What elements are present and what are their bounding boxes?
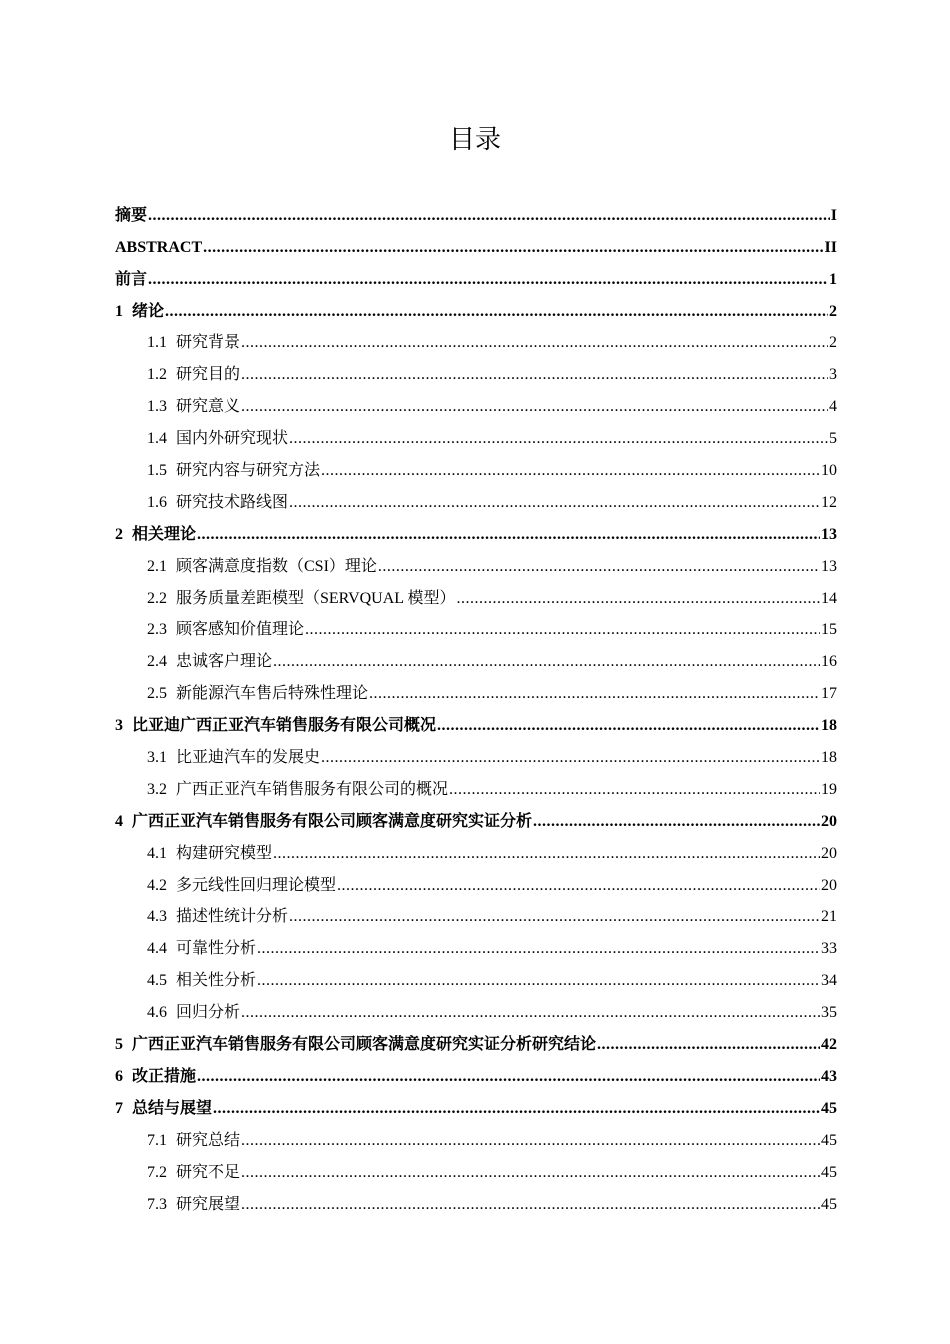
- toc-entry-chapter[interactable]: [115, 804, 837, 836]
- toc-entry-label: [115, 206, 147, 226]
- toc-entry-label: [147, 589, 455, 609]
- toc-entry-title: 可靠性分析: [176, 940, 257, 958]
- toc-dot-leader: [148, 270, 828, 290]
- toc-entry-label: [115, 812, 532, 832]
- toc-entry-page-number: 3: [829, 366, 837, 384]
- toc-entry-section[interactable]: [115, 1187, 837, 1219]
- toc-entry-page-number: 2: [829, 302, 837, 320]
- toc-entry-page-number: 10: [821, 462, 837, 480]
- toc-entry-page-number: 45: [821, 1131, 837, 1149]
- toc-entry-label: [147, 652, 272, 672]
- toc-dot-leader: [241, 1195, 820, 1215]
- toc-entry-label: [147, 876, 336, 896]
- toc-entry-number: 3: [115, 717, 123, 735]
- toc-entry-chapter[interactable]: [115, 517, 837, 549]
- toc-entry-label: [147, 493, 288, 513]
- toc-entry-chapter[interactable]: [115, 1027, 837, 1059]
- toc-entry-page-number: 5: [829, 430, 837, 448]
- toc-entry-number: 6: [115, 1067, 123, 1085]
- toc-dot-leader: [321, 748, 820, 768]
- toc-entry-number: 7.3: [147, 1195, 167, 1213]
- toc-entry-number: 3.1: [147, 749, 167, 767]
- toc-entry-label: [147, 971, 256, 991]
- toc-entry-page-number: 13: [821, 525, 837, 543]
- toc-entry-page-number: 45: [821, 1163, 837, 1181]
- toc-entry-page-number: 15: [821, 621, 837, 639]
- toc-entry-page-number: 2: [829, 334, 837, 352]
- toc-dot-leader: [148, 206, 830, 226]
- toc-entry-number: 4.2: [147, 876, 167, 894]
- toc-entry-title: 新能源汽车售后特殊性理论: [176, 685, 369, 703]
- toc-entry-section[interactable]: [115, 326, 837, 358]
- toc-dot-leader: [369, 684, 820, 704]
- toc-entry-title: 多元线性回归理论模型: [176, 876, 337, 894]
- toc-entry-title: 总结与展望: [132, 1099, 213, 1117]
- toc-entry-title: 研究目的: [176, 366, 241, 384]
- toc-dot-leader: [378, 557, 820, 577]
- toc-entry-section[interactable]: [115, 1123, 837, 1155]
- toc-entry-title: 研究展望: [176, 1195, 241, 1213]
- toc-entry-section[interactable]: [115, 676, 837, 708]
- toc-entry-title: ABSTRACT: [115, 238, 203, 256]
- toc-entry-page-number: 45: [821, 1099, 837, 1117]
- toc-entry-page-number: 33: [821, 940, 837, 958]
- toc-entry-page-number: I: [830, 206, 837, 224]
- toc-entry-section[interactable]: [115, 357, 837, 389]
- toc-entry-number: 4: [115, 812, 123, 830]
- toc-entry-number: 4.1: [147, 844, 167, 862]
- toc-entry-label: [115, 525, 196, 545]
- table-of-contents: [115, 198, 837, 1219]
- toc-entry-title: 研究技术路线图: [176, 493, 289, 511]
- toc-entry-number: 4.3: [147, 908, 167, 926]
- toc-entry-page-number: 17: [821, 685, 837, 703]
- toc-entry-title: 研究不足: [176, 1163, 241, 1181]
- toc-entry-label: [147, 461, 320, 481]
- toc-entry-number: 2.1: [147, 557, 167, 575]
- toc-entry-page-number: 43: [821, 1067, 837, 1085]
- toc-entry-number: 1.6: [147, 493, 167, 511]
- toc-dot-leader: [273, 652, 820, 672]
- toc-entry-page-number: 45: [821, 1195, 837, 1213]
- toc-entry-section[interactable]: [115, 931, 837, 963]
- toc-entry-number: 7.2: [147, 1163, 167, 1181]
- toc-entry-page-number: 13: [821, 557, 837, 575]
- toc-entry-title: 研究背景: [176, 334, 241, 352]
- page-title: 目录: [448, 125, 501, 155]
- toc-dot-leader: [597, 1035, 820, 1055]
- toc-entry-title: 相关理论: [132, 525, 197, 543]
- toc-entry-chapter[interactable]: [115, 262, 837, 294]
- toc-entry-page-number: 18: [821, 749, 837, 767]
- toc-entry-number: 2: [115, 525, 123, 543]
- toc-dot-leader: [289, 493, 820, 513]
- toc-entry-section[interactable]: [115, 644, 837, 676]
- toc-entry-label: [147, 333, 240, 353]
- toc-entry-title: 顾客感知价值理论: [176, 621, 305, 639]
- toc-entry-page-number: 1: [829, 270, 837, 288]
- toc-entry-label: [147, 557, 377, 577]
- toc-entry-chapter[interactable]: [115, 1091, 837, 1123]
- toc-entry-title: 回归分析: [176, 1004, 241, 1022]
- toc-entry-number: 5: [115, 1036, 123, 1054]
- toc-entry-title: 研究内容与研究方法: [176, 462, 321, 480]
- toc-entry-title: 研究总结: [176, 1131, 241, 1149]
- toc-dot-leader: [241, 333, 828, 353]
- toc-entry-page-number: 34: [821, 972, 837, 990]
- toc-entry-label: [147, 780, 448, 800]
- toc-entry-label: [147, 748, 320, 768]
- toc-entry-title: 研究意义: [176, 398, 241, 416]
- toc-entry-title: 摘要: [115, 206, 148, 224]
- toc-dot-leader: [241, 1131, 820, 1151]
- toc-entry-page-number: 20: [821, 812, 837, 830]
- toc-entry-section[interactable]: [115, 421, 837, 453]
- toc-entry-number: 2.3: [147, 621, 167, 639]
- toc-entry-number: 2.2: [147, 589, 167, 607]
- toc-dot-leader: [241, 1163, 820, 1183]
- toc-entry-section[interactable]: [115, 389, 837, 421]
- toc-entry-title: 广西正亚汽车销售服务有限公司顾客满意度研究实证分析: [132, 812, 533, 830]
- toc-dot-leader: [241, 1003, 820, 1023]
- toc-entry-page-number: 20: [821, 844, 837, 862]
- toc-entry-section[interactable]: [115, 581, 837, 613]
- toc-entry-section[interactable]: [115, 868, 837, 900]
- toc-entry-section[interactable]: [115, 963, 837, 995]
- toc-entry-section[interactable]: [115, 1155, 837, 1187]
- toc-entry-page-number: 19: [821, 780, 837, 798]
- toc-entry-number: 2.4: [147, 653, 167, 671]
- toc-dot-leader: [241, 397, 828, 417]
- toc-dot-leader: [437, 716, 820, 736]
- toc-entry-label: [147, 1003, 240, 1023]
- toc-entry-page-number: 4: [829, 398, 837, 416]
- toc-entry-label: [115, 302, 164, 322]
- toc-entry-title: 绪论: [132, 302, 165, 320]
- toc-dot-leader: [197, 525, 820, 545]
- toc-dot-leader: [321, 461, 820, 481]
- toc-entry-chapter[interactable]: [115, 294, 837, 326]
- toc-entry-label: [147, 620, 304, 640]
- toc-entry-page-number: 42: [821, 1036, 837, 1054]
- toc-entry-section[interactable]: [115, 549, 837, 581]
- toc-entry-page-number: 21: [821, 908, 837, 926]
- toc-entry-chapter[interactable]: [115, 198, 837, 230]
- toc-dot-leader: [456, 589, 820, 609]
- toc-entry-number: 1.3: [147, 398, 167, 416]
- toc-entry-number: 7: [115, 1099, 123, 1117]
- toc-entry-label: [115, 716, 436, 736]
- toc-entry-label: [115, 238, 202, 258]
- toc-entry-title: 比亚迪广西正亚汽车销售服务有限公司概况: [132, 717, 437, 735]
- toc-entry-section[interactable]: [115, 485, 837, 517]
- toc-entry-page-number: 12: [821, 493, 837, 511]
- toc-entry-label: [147, 939, 256, 959]
- toc-entry-title: 比亚迪汽车的发展史: [176, 749, 321, 767]
- toc-entry-page-number: 16: [821, 653, 837, 671]
- toc-dot-leader: [197, 1067, 820, 1087]
- toc-dot-leader: [289, 429, 828, 449]
- toc-entry-label: [115, 1067, 196, 1087]
- toc-entry-number: 3.2: [147, 780, 167, 798]
- toc-entry-section[interactable]: [115, 836, 837, 868]
- toc-entry-label: [147, 397, 240, 417]
- toc-entry-title: 描述性统计分析: [176, 908, 289, 926]
- toc-entry-number: 1.5: [147, 462, 167, 480]
- toc-entry-page-number: 18: [821, 717, 837, 735]
- toc-entry-number: 7.1: [147, 1131, 167, 1149]
- toc-entry-title: 国内外研究现状: [176, 430, 289, 448]
- toc-dot-leader: [213, 1099, 820, 1119]
- toc-dot-leader: [533, 812, 820, 832]
- toc-entry-title: 前言: [115, 270, 148, 288]
- toc-entry-title: 构建研究模型: [176, 844, 273, 862]
- toc-entry-chapter[interactable]: [115, 1059, 837, 1091]
- toc-entry-number: 1.4: [147, 430, 167, 448]
- toc-dot-leader: [305, 620, 820, 640]
- toc-entry-section[interactable]: [115, 772, 837, 804]
- toc-dot-leader: [165, 302, 828, 322]
- toc-entry-page-number: 35: [821, 1004, 837, 1022]
- toc-dot-leader: [289, 907, 820, 927]
- toc-entry-number: 1.2: [147, 366, 167, 384]
- toc-entry-number: 4.5: [147, 972, 167, 990]
- toc-entry-title: 顾客满意度指数（CSI）理论: [176, 557, 377, 575]
- toc-entry-number: 2.5: [147, 685, 167, 703]
- toc-entry-label: [147, 365, 240, 385]
- toc-entry-page-number: 14: [821, 589, 837, 607]
- toc-entry-section[interactable]: [115, 453, 837, 485]
- toc-entry-section[interactable]: [115, 900, 837, 932]
- toc-entry-label: [115, 1099, 212, 1119]
- toc-entry-label: [147, 907, 288, 927]
- toc-dot-leader: [203, 238, 823, 258]
- toc-entry-page-number: II: [824, 238, 837, 256]
- toc-entry-title: 广西正亚汽车销售服务有限公司顾客满意度研究实证分析研究结论: [132, 1036, 597, 1054]
- toc-entry-title: 改正措施: [132, 1067, 197, 1085]
- toc-entry-section[interactable]: [115, 740, 837, 772]
- toc-entry-label: [147, 1163, 240, 1183]
- toc-entry-number: 1: [115, 302, 123, 320]
- toc-entry-section[interactable]: [115, 995, 837, 1027]
- toc-entry-label: [147, 429, 288, 449]
- toc-entry-label: [147, 1131, 240, 1151]
- toc-dot-leader: [257, 971, 820, 991]
- toc-entry-title: 服务质量差距模型（SERVQUAL 模型）: [176, 589, 456, 607]
- toc-entry-chapter[interactable]: [115, 230, 837, 262]
- toc-entry-title: 相关性分析: [176, 972, 257, 990]
- toc-entry-chapter[interactable]: [115, 708, 837, 740]
- toc-dot-leader: [241, 365, 828, 385]
- toc-entry-number: 4.4: [147, 940, 167, 958]
- toc-entry-title: 广西正亚汽车销售服务有限公司的概况: [176, 780, 449, 798]
- toc-entry-number: 1.1: [147, 334, 167, 352]
- toc-entry-label: [115, 270, 147, 290]
- toc-entry-page-number: 20: [821, 876, 837, 894]
- toc-entry-label: [147, 684, 368, 704]
- toc-dot-leader: [337, 876, 820, 896]
- toc-entry-title: 忠诚客户理论: [176, 653, 273, 671]
- toc-entry-number: 4.6: [147, 1004, 167, 1022]
- toc-dot-leader: [273, 844, 820, 864]
- toc-entry-label: [115, 1035, 596, 1055]
- toc-dot-leader: [449, 780, 820, 800]
- toc-entry-label: [147, 844, 272, 864]
- toc-entry-section[interactable]: [115, 613, 837, 645]
- toc-entry-label: [147, 1195, 240, 1215]
- toc-dot-leader: [257, 939, 820, 959]
